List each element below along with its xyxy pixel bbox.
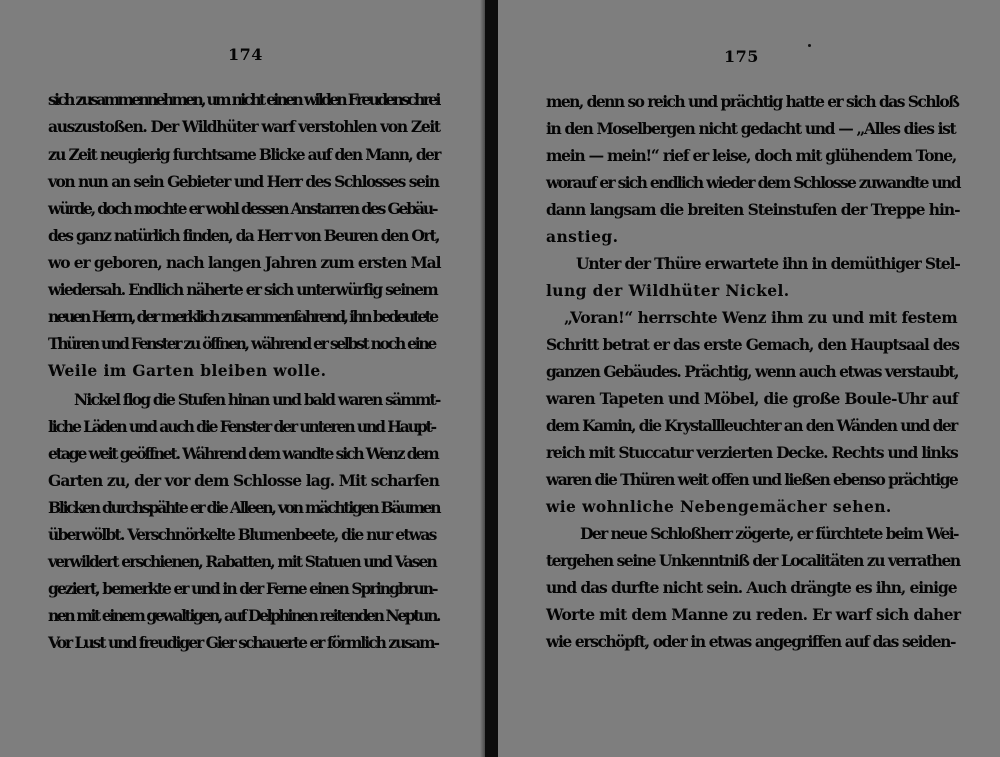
- text-line: überwölbt. Verschnörkelte Blumenbeete, die nur etwas: [48, 525, 436, 544]
- text-line: dann langsam die breiten Steinstufen der Treppe hin-: [546, 200, 960, 219]
- text-line: mein — mein!“ rief er leise, doch mit glühendem Tone,: [546, 146, 957, 165]
- text-line: verwildert erschienen, Rabatten, mit Statuen und Vasen: [48, 552, 436, 571]
- text-line: ganzen Gebäudes. Prächtig, wenn auch etwas verstaubt,: [546, 362, 959, 381]
- text-line: worauf er sich endlich wieder dem Schlosse zuwandte und: [546, 173, 960, 192]
- text-line: etage weit geöffnet. Während dem wandte sich Wenz dem: [48, 444, 438, 463]
- text-line: würde, doch mochte er wohl dessen Anstarren des Gebäu-: [48, 199, 437, 218]
- text-line: Nickel flog die Stufen hinan und bald waren sämmt-: [74, 390, 440, 409]
- text-line: waren Tapeten und Möbel, die große Boule-Uhr auf: [546, 389, 958, 408]
- text-line: auszustoßen. Der Wildhüter warf verstohlen von Zeit: [48, 117, 440, 136]
- text-line: wiedersah. Endlich näherte er sich unterwürfig seinem: [48, 280, 437, 299]
- text-line: des ganz natürlich finden, da Herr von Beuren den Ort,: [48, 226, 439, 245]
- text-line: dem Kamin, die Krystallleuchter an den Wänden und der: [546, 416, 957, 435]
- text-line: sich zusammennehmen, um nicht einen wilden Freudenschrei: [48, 90, 439, 109]
- text-line: wo er geboren, nach langen Jahren zum ersten Mal: [48, 253, 441, 272]
- text-line: neuen Herrn, der merklich zusammenfahrend, ihn bedeutete: [48, 307, 437, 326]
- text-line: geziert, bemerkte er und in der Ferne einen Springbrun-: [48, 579, 437, 598]
- left-page: [0, 0, 480, 757]
- page-number: 175: [724, 47, 759, 66]
- text-line: Thüren und Fenster zu öffnen, während er selbst noch eine: [48, 334, 436, 353]
- text-line: und das durfte nicht sein. Auch drängte es ihn, einige: [546, 578, 957, 597]
- text-line: Vor Lust und freudiger Gier schauerte er förmlich zusam-: [48, 633, 438, 652]
- text-line: waren die Thüren weit offen und ließen ebenso prächtige: [546, 470, 958, 489]
- text-line: in den Moselbergen nicht gedacht und — „Alles dies ist: [546, 119, 956, 138]
- text-line: „Voran!“ herrschte Wenz ihm zu und mit festem: [564, 308, 958, 327]
- text-line: lung der Wildhüter Nickel.: [546, 281, 790, 300]
- text-line: anstieg.: [546, 227, 619, 246]
- text-line: zu Zeit neugierig furchtsame Blicke auf den Mann, der: [48, 145, 440, 164]
- book-gutter: [485, 0, 498, 757]
- text-line: Weile im Garten bleiben wolle.: [48, 361, 327, 380]
- text-line: tergehen seine Unkenntniß der Localitäten zu verrathen: [546, 551, 960, 570]
- text-line: liche Läden und auch die Fenster der unteren und Haupt-: [48, 417, 435, 436]
- text-line: wie wohnliche Nebengemächer sehen.: [546, 497, 892, 516]
- text-line: Garten zu, der vor dem Schlosse lag. Mit scharfen: [48, 471, 440, 490]
- text-line: Blicken durchspähte er die Alleen, von mächtigen Bäumen: [48, 498, 440, 517]
- text-line: wie erschöpft, oder in etwas angegriffen auf das seiden-: [546, 632, 956, 651]
- right-page: [498, 0, 1000, 757]
- text-line: nen mit einem gewaltigen, auf Delphinen reitenden Neptun.: [48, 606, 440, 625]
- text-line: Unter der Thüre erwartete ihn in demüthiger Stel-: [576, 254, 960, 273]
- page-number: 174: [228, 45, 263, 64]
- text-line: Schritt betrat er das erste Gemach, den Hauptsaal des: [546, 335, 959, 354]
- text-line: Der neue Schloßherr zögerte, er fürchtete beim Wei-: [580, 524, 958, 543]
- text-line: reich mit Stuccatur verzierten Decke. Rechts und links: [546, 443, 958, 462]
- text-line: Worte mit dem Manne zu reden. Er warf sich daher: [546, 605, 961, 624]
- text-line: von nun an sein Gebieter und Herr des Schlosses sein: [48, 172, 439, 191]
- text-line: men, denn so reich und prächtig hatte er sich das Schloß: [546, 92, 959, 111]
